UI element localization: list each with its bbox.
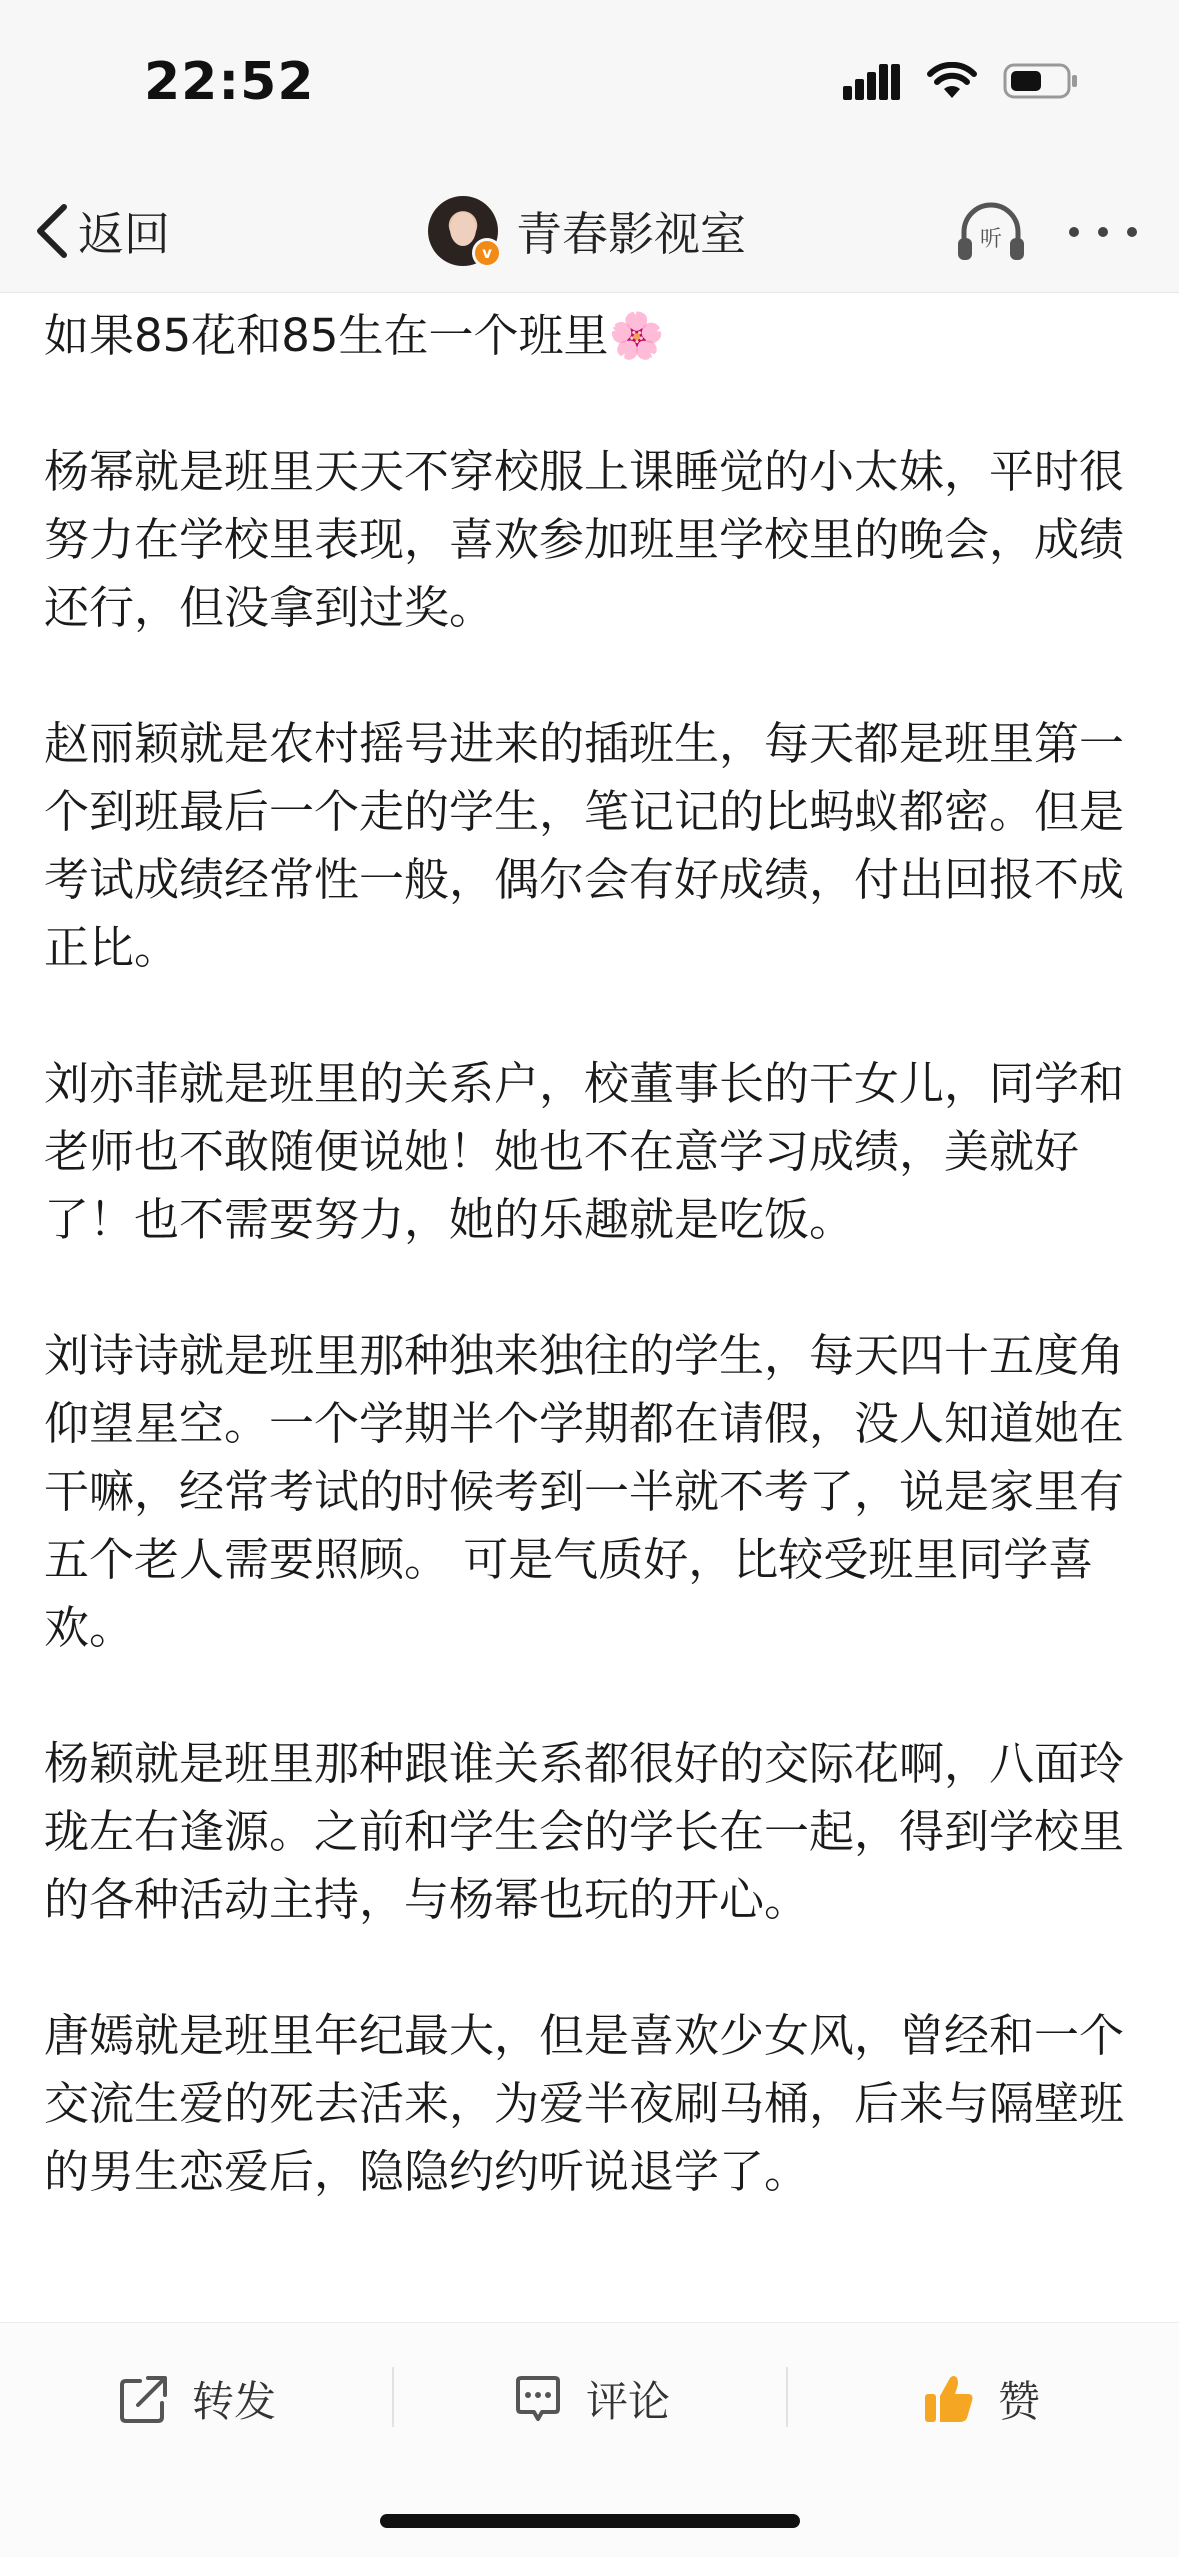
listen-button[interactable] — [954, 196, 1028, 270]
back-button[interactable] — [34, 196, 170, 266]
thumbs-up-icon — [922, 2372, 976, 2426]
comment-button[interactable] — [512, 2363, 670, 2435]
repost-label: 转发 — [192, 2377, 277, 2426]
cellular-signal-icon — [843, 62, 901, 100]
content-fade — [0, 2262, 1179, 2322]
wifi-icon — [927, 62, 977, 100]
comment-label: 评论 — [586, 2377, 671, 2426]
post-title-paragraph: 如果85花和85生在一个班里🌸 — [44, 309, 665, 362]
post-paragraph: 刘亦菲就是班里的关系户，校董事长的干女儿，同学和老师也不敢随便说她！她也不在意学习成绩，美就好了！也不需要努力，她的乐趣就是吃饭。 — [44, 1057, 1125, 1246]
account-name[interactable]: 青春影视室 — [516, 207, 746, 261]
more-options-button[interactable] — [1066, 220, 1140, 244]
battery-icon — [1003, 62, 1079, 100]
post-paragraph: 赵丽颖就是农村摇号进来的插班生，每天都是班里第一个到班最后一个走的学生，笔记记的比蚂蚁都密。但是考试成绩经常性一般，偶尔会有好成绩，付出回报不成正比。 — [44, 717, 1125, 974]
account-header[interactable] — [428, 192, 746, 270]
post-paragraph: 杨幂就是班里天天不穿校服上课睡觉的小太妹，平时很努力在学校里表现，喜欢参加班里学校里的晚会，成绩还行，但没拿到过奖。 — [44, 445, 1125, 634]
avatar-face — [450, 212, 476, 246]
like-label: 赞 — [998, 2377, 1041, 2426]
like-button[interactable] — [922, 2363, 1040, 2435]
post-paragraph: 唐嫣就是班里年纪最大，但是喜欢少女风，曾经和一个交流生爱的死去活来，为爱半夜刷马桶，后来与隔壁班的男生恋爱后，隐隐约约听说退学了。 — [44, 2009, 1125, 2198]
verified-badge: v — [472, 238, 502, 268]
system-icons — [843, 62, 1079, 100]
back-label: 返回 — [78, 207, 170, 261]
headphones-icon — [954, 196, 1028, 270]
avatar[interactable] — [428, 196, 498, 266]
comment-icon — [512, 2373, 564, 2425]
status-bar — [0, 0, 1179, 170]
share-icon — [118, 2373, 170, 2425]
action-divider — [392, 2367, 394, 2427]
action-divider — [786, 2367, 788, 2427]
post-paragraph: 杨颖就是班里那种跟谁关系都很好的交际花啊，八面玲珑左右逢源。之前和学生会的学长在一起，得到学校里的各种活动主持，与杨幂也玩的开心。 — [44, 1737, 1125, 1926]
more-dots-icon — [1066, 220, 1140, 244]
post-paragraph: 刘诗诗就是班里那种独来独往的学生，每天四十五度角仰望星空。一个学期半个学期都在请假，没人知道她在干嘛，经常考试的时候考到一半就不考了，说是家里有五个老人需要照顾。 可是气质好，比较受班里同学喜欢。 — [44, 1329, 1125, 1654]
post-content — [44, 292, 1136, 2322]
repost-button[interactable] — [118, 2363, 276, 2435]
navigation-bar — [0, 170, 1179, 293]
home-indicator[interactable] — [380, 2514, 800, 2528]
status-time: 22:52 — [144, 52, 315, 112]
listen-label: 听 — [979, 227, 1003, 252]
chevron-left-icon — [34, 203, 70, 259]
